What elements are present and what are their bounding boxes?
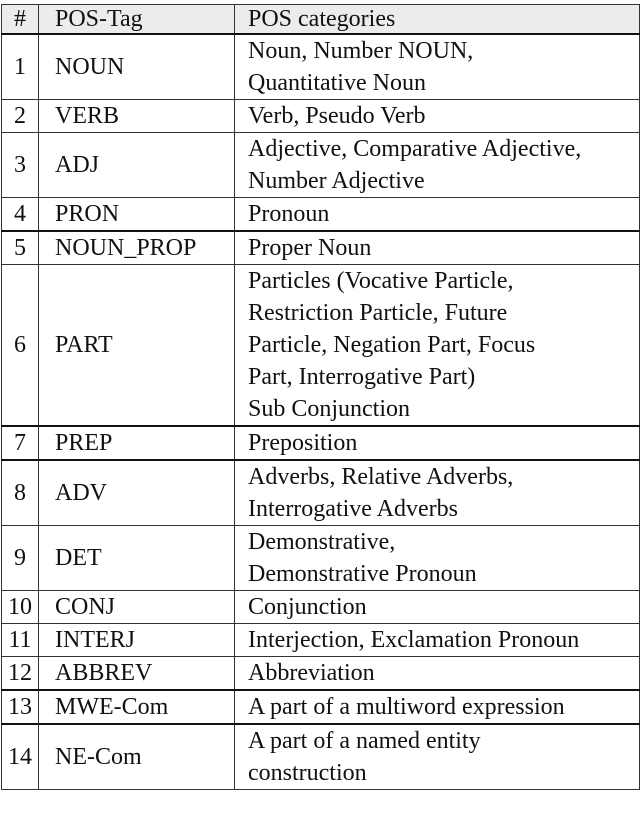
row-number: 11 [2,624,39,657]
row-pos-tag: PREP [39,426,235,460]
table-row [2,624,640,657]
table-row [2,34,640,100]
row-pos-tag: DET [39,526,235,591]
row-pos-categories [235,591,640,624]
category-line: Part, Interrogative Part) [248,364,476,390]
table-row [2,657,640,691]
row-pos-tag: NOUN_PROP [39,231,235,265]
row-pos-tag: NOUN [39,34,235,100]
category-line: Conjunction [248,594,367,620]
row-pos-tag: ADV [39,460,235,526]
row-pos-categories [235,460,640,526]
row-pos-tag: CONJ [39,591,235,624]
table-row [2,591,640,624]
row-pos-categories [235,724,640,790]
category-line: Restriction Particle, Future [248,300,508,326]
table-row [2,265,640,427]
pos-tag-table [1,4,640,790]
category-line: Number Adjective [248,168,425,194]
category-line: Particle, Negation Part, Focus [248,332,536,358]
row-number: 2 [2,100,39,133]
row-pos-categories [235,231,640,265]
category-line: Demonstrative, [248,529,396,555]
row-pos-categories [235,34,640,100]
row-pos-tag: MWE-Com [39,690,235,724]
table-row [2,133,640,198]
row-pos-categories [235,657,640,691]
row-number: 12 [2,657,39,691]
row-pos-tag: ADJ [39,133,235,198]
header-number: # [2,5,39,35]
header-pos-tag: POS-Tag [39,5,235,35]
table-row [2,526,640,591]
category-line: Pronoun [248,201,330,227]
table-row [2,460,640,526]
row-number: 3 [2,133,39,198]
row-number: 4 [2,198,39,232]
table-row [2,198,640,232]
row-number: 9 [2,526,39,591]
row-number: 13 [2,690,39,724]
category-line: Noun, Number NOUN, [248,38,474,64]
category-line: Interjection, Exclamation Pronoun [248,627,580,653]
table-row [2,426,640,460]
category-line: Abbreviation [248,660,375,686]
row-pos-tag: NE-Com [39,724,235,790]
row-pos-categories [235,265,640,427]
category-line: construction [248,760,367,786]
row-pos-categories [235,526,640,591]
category-line: Demonstrative Pronoun [248,561,477,587]
category-line: Adverbs, Relative Adverbs, [248,464,514,490]
row-number: 8 [2,460,39,526]
row-pos-tag: INTERJ [39,624,235,657]
table-row [2,231,640,265]
category-line: Quantitative Noun [248,70,426,96]
row-number: 10 [2,591,39,624]
row-number: 5 [2,231,39,265]
row-number: 14 [2,724,39,790]
row-pos-tag: PRON [39,198,235,232]
category-line: A part of a named entity [248,728,481,754]
category-line: Particles (Vocative Particle, [248,268,514,294]
row-pos-categories [235,690,640,724]
row-number: 7 [2,426,39,460]
row-number: 1 [2,34,39,100]
row-pos-categories [235,624,640,657]
category-line: Verb, Pseudo Verb [248,103,426,129]
category-line: Preposition [248,430,358,456]
category-line: Proper Noun [248,235,372,261]
category-line: Adjective, Comparative Adjective, [248,136,582,162]
table-body [2,34,640,790]
row-pos-categories [235,198,640,232]
table-row [2,724,640,790]
table-row [2,100,640,133]
row-pos-categories [235,100,640,133]
row-pos-tag: PART [39,265,235,427]
header-row [2,5,640,35]
row-number: 6 [2,265,39,427]
table-header [2,5,640,35]
row-pos-categories [235,426,640,460]
category-line: Sub Conjunction [248,396,411,422]
table-row [2,690,640,724]
category-line: Interrogative Adverbs [248,496,458,522]
row-pos-tag: VERB [39,100,235,133]
row-pos-tag: ABBREV [39,657,235,691]
header-pos-categories: POS categories [235,5,640,35]
row-pos-categories [235,133,640,198]
category-line: A part of a multiword expression [248,694,565,720]
